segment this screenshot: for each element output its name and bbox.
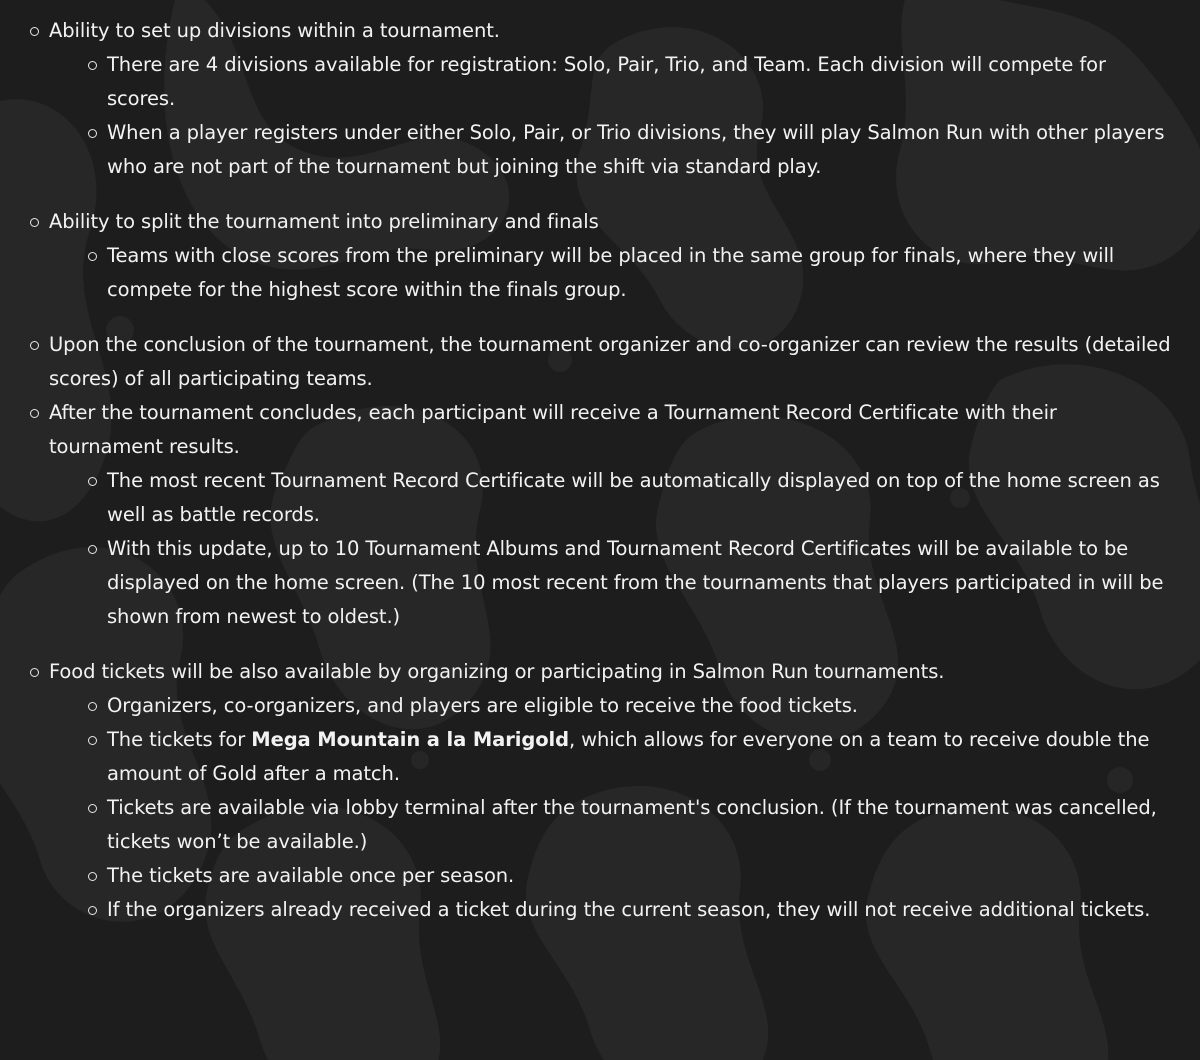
item-text: Tickets are available via lobby terminal after the tournament's conclusion. (If the tournament was cancelled, tickets won’t be available.) bbox=[107, 796, 1157, 853]
item-text: Ability to split the tournament into preliminary and finals bbox=[49, 210, 599, 233]
bullet-icon bbox=[30, 409, 39, 418]
sub-list-item bbox=[88, 723, 1176, 791]
item-text: After the tournament concludes, each participant will receive a Tournament Record Certificate with their tournament results. bbox=[49, 401, 1057, 458]
sub-list bbox=[30, 689, 1176, 927]
bullet-icon bbox=[30, 341, 39, 350]
item-text: Ability to set up divisions within a tournament. bbox=[49, 19, 500, 42]
list-item-divisions bbox=[30, 14, 1176, 48]
sub-list-wrapper bbox=[30, 689, 1176, 927]
item-text-bold: Mega Mountain a la Marigold bbox=[251, 728, 569, 751]
item-text: The tickets are available once per season. bbox=[107, 864, 515, 887]
bullet-icon bbox=[88, 804, 97, 813]
sub-list-item bbox=[88, 48, 1176, 116]
item-text: The most recent Tournament Record Certificate will be automatically displayed on top of the home screen as well as battle records. bbox=[107, 469, 1160, 526]
item-text: If the organizers already received a ticket during the current season, they will not receive additional tickets. bbox=[107, 898, 1151, 921]
item-text: Food tickets will be also available by organizing or participating in Salmon Run tournaments. bbox=[49, 660, 945, 683]
sub-list-item bbox=[88, 239, 1176, 307]
item-text: When a player registers under either Solo, Pair, or Trio divisions, they will play Salmon Run with other players who are not part of the tournament but joining the shift via standard play. bbox=[107, 121, 1165, 178]
item-text: Teams with close scores from the preliminary will be placed in the same group for finals, where they will compete for the highest score within the finals group. bbox=[107, 244, 1115, 301]
bullet-icon bbox=[88, 702, 97, 711]
sub-list-wrapper bbox=[30, 48, 1176, 184]
sub-list-item bbox=[88, 116, 1176, 184]
sub-list-item bbox=[88, 689, 1176, 723]
sub-list-item bbox=[88, 464, 1176, 532]
item-text: Organizers, co-organizers, and players are eligible to receive the food tickets. bbox=[107, 694, 858, 717]
sub-list bbox=[30, 464, 1176, 634]
sub-list-item bbox=[88, 859, 1176, 893]
item-text-prefix: The tickets for bbox=[107, 728, 252, 751]
bullet-icon bbox=[88, 906, 97, 915]
list-item-food-tickets bbox=[30, 655, 1176, 689]
list-item-record-certificate bbox=[30, 396, 1176, 464]
item-text: Upon the conclusion of the tournament, the tournament organizer and co-organizer can review the results (detailed scores) of all participating teams. bbox=[49, 333, 1171, 390]
bullet-icon bbox=[88, 61, 97, 70]
item-text: With this update, up to 10 Tournament Albums and Tournament Record Certificates will be available to be displayed on the home screen. (The 10 most recent from the tournaments that players participated in will be shown from newest to oldest.) bbox=[107, 537, 1164, 628]
bullet-icon bbox=[88, 872, 97, 881]
sub-list-item bbox=[88, 532, 1176, 634]
item-text-suffix: , which allows for everyone on a team to receive double the amount of Gold after a match. bbox=[107, 728, 1150, 785]
bullet-icon bbox=[88, 129, 97, 138]
list-item-results-review bbox=[30, 328, 1176, 396]
bullet-icon bbox=[88, 736, 97, 745]
item-text bbox=[107, 728, 1149, 785]
bullet-icon bbox=[88, 252, 97, 261]
bullet-icon bbox=[30, 668, 39, 677]
main-list bbox=[30, 14, 1176, 927]
sub-list-wrapper bbox=[30, 239, 1176, 307]
sub-list-wrapper bbox=[30, 464, 1176, 634]
sub-list bbox=[30, 239, 1176, 307]
bullet-icon bbox=[30, 27, 39, 36]
bullet-icon bbox=[88, 477, 97, 486]
item-text: There are 4 divisions available for registration: Solo, Pair, Trio, and Team. Each division will compete for scores. bbox=[107, 53, 1106, 110]
bullet-icon bbox=[30, 218, 39, 227]
sub-list-item bbox=[88, 893, 1176, 927]
list-item-preliminary-finals bbox=[30, 205, 1176, 239]
bullet-icon bbox=[88, 545, 97, 554]
sub-list-item bbox=[88, 791, 1176, 859]
sub-list bbox=[30, 48, 1176, 184]
